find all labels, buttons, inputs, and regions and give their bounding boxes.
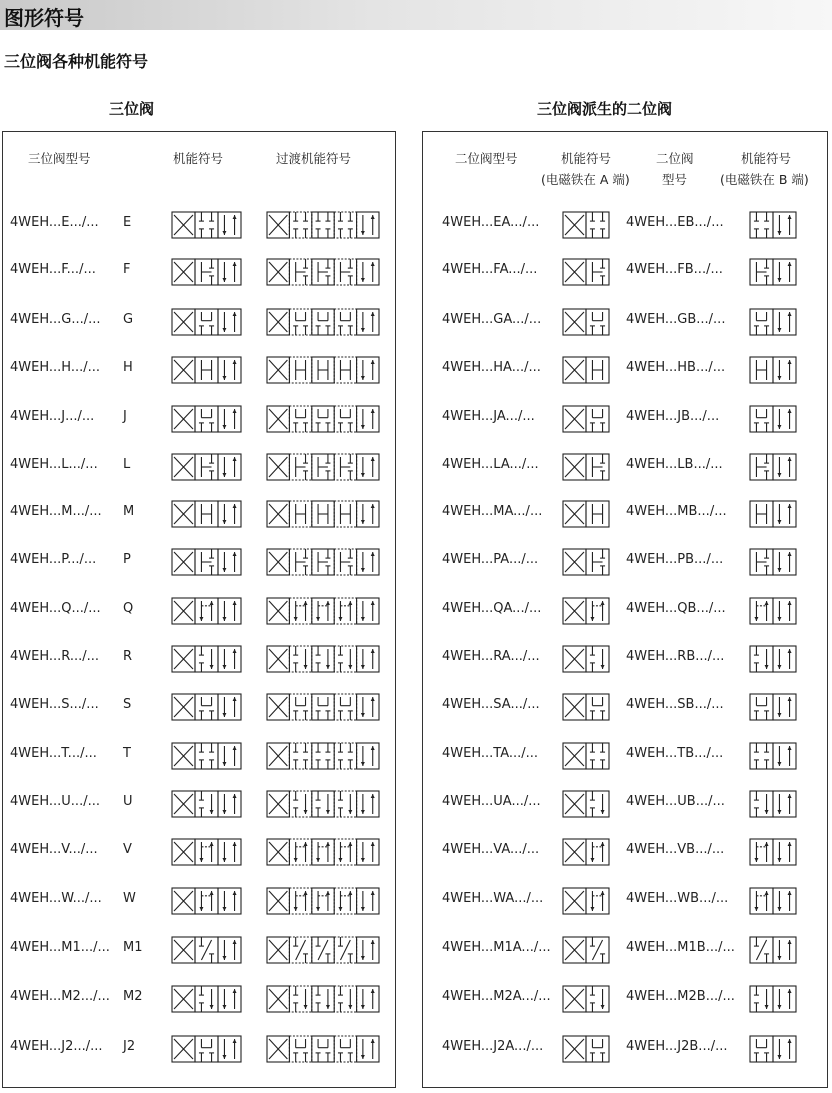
left-row-code: J bbox=[123, 409, 127, 424]
two-position-symbol-a-icon bbox=[561, 741, 611, 771]
spool-symbol-R-icon bbox=[170, 644, 243, 674]
spool-symbol-T-icon bbox=[170, 741, 243, 771]
spool-symbol-G-transition-icon bbox=[265, 307, 381, 337]
spool-symbol-F-transition-icon bbox=[265, 257, 381, 287]
left-row-code: S bbox=[123, 697, 132, 712]
spool-symbol-U-transition-icon bbox=[265, 789, 381, 819]
left-row-model: 4WEH...M1.../... bbox=[10, 940, 110, 955]
two-position-symbol-b-icon bbox=[748, 452, 798, 482]
left-row-model: 4WEH...H.../... bbox=[10, 360, 101, 375]
right-row-model-b: 4WEH...M1B.../... bbox=[626, 940, 735, 955]
left-header-model: 三位阀型号 bbox=[28, 151, 91, 166]
two-position-symbol-b-icon bbox=[748, 210, 798, 240]
two-position-symbol-a-icon bbox=[561, 257, 611, 287]
two-position-symbol-a-icon bbox=[561, 404, 611, 434]
left-row-model: 4WEH...E.../... bbox=[10, 215, 99, 230]
left-row-code: G bbox=[123, 312, 134, 327]
right-row-model-b: 4WEH...RB.../... bbox=[626, 649, 725, 664]
two-position-symbol-b-icon bbox=[748, 935, 798, 965]
right-row-model-b: 4WEH...FB.../... bbox=[626, 262, 723, 277]
two-position-symbol-b-icon bbox=[748, 837, 798, 867]
right-row-model-b: 4WEH...HB.../... bbox=[626, 360, 726, 375]
two-position-symbol-a-icon bbox=[561, 984, 611, 1014]
two-position-symbol-b-icon bbox=[748, 355, 798, 385]
right-header-model-b-line1: 二位阀 bbox=[656, 151, 694, 166]
right-row-model-a: 4WEH...VA.../... bbox=[442, 842, 540, 857]
spool-symbol-V-icon bbox=[170, 837, 243, 867]
left-row-model: 4WEH...V.../... bbox=[10, 842, 98, 857]
left-row-model: 4WEH...J.../... bbox=[10, 409, 95, 424]
left-row-code: W bbox=[123, 891, 136, 906]
left-row-code: U bbox=[123, 794, 133, 809]
title-banner bbox=[0, 0, 832, 30]
two-position-symbol-b-icon bbox=[748, 1034, 798, 1064]
two-position-symbol-b-icon bbox=[748, 886, 798, 916]
right-row-model-a: 4WEH...HA.../... bbox=[442, 360, 541, 375]
two-position-symbol-b-icon bbox=[748, 741, 798, 771]
spool-symbol-R-transition-icon bbox=[265, 644, 381, 674]
two-position-symbol-b-icon bbox=[748, 789, 798, 819]
spool-symbol-M-transition-icon bbox=[265, 499, 381, 529]
spool-symbol-G-icon bbox=[170, 307, 243, 337]
right-row-model-a: 4WEH...TA.../... bbox=[442, 746, 539, 761]
left-row-code: P bbox=[123, 552, 131, 567]
two-position-symbol-b-icon bbox=[748, 307, 798, 337]
two-position-symbol-b-icon bbox=[748, 644, 798, 674]
left-row-model: 4WEH...F.../... bbox=[10, 262, 96, 277]
spool-symbol-L-icon bbox=[170, 452, 243, 482]
right-row-model-a: 4WEH...MA.../... bbox=[442, 504, 543, 519]
two-position-symbol-a-icon bbox=[561, 644, 611, 674]
right-row-model-b: 4WEH...J2B.../... bbox=[626, 1039, 728, 1054]
spool-symbol-H-transition-icon bbox=[265, 355, 381, 385]
spool-symbol-S-icon bbox=[170, 692, 243, 722]
spool-symbol-F-icon bbox=[170, 257, 243, 287]
right-row-model-a: 4WEH...WA.../... bbox=[442, 891, 544, 906]
page-title: 图形符号 bbox=[4, 6, 84, 30]
spool-symbol-P-icon bbox=[170, 547, 243, 577]
spool-symbol-W-transition-icon bbox=[265, 886, 381, 916]
left-row-model: 4WEH...J2.../... bbox=[10, 1039, 103, 1054]
right-row-model-a: 4WEH...QA.../... bbox=[442, 601, 542, 616]
right-row-model-a: 4WEH...FA.../... bbox=[442, 262, 538, 277]
two-position-symbol-a-icon bbox=[561, 596, 611, 626]
left-row-model: 4WEH...W.../... bbox=[10, 891, 102, 906]
two-position-symbol-b-icon bbox=[748, 257, 798, 287]
spool-symbol-J2-transition-icon bbox=[265, 1034, 381, 1064]
two-position-symbol-a-icon bbox=[561, 452, 611, 482]
spool-symbol-E-transition-icon bbox=[265, 210, 381, 240]
spool-symbol-M1-transition-icon bbox=[265, 935, 381, 965]
right-header-symbol-b-line1: 机能符号 bbox=[741, 151, 792, 166]
right-row-model-b: 4WEH...GB.../... bbox=[626, 312, 726, 327]
spool-symbol-M2-icon bbox=[170, 984, 243, 1014]
left-row-code: J2 bbox=[123, 1039, 136, 1054]
left-row-code: L bbox=[123, 457, 131, 472]
left-row-code: V bbox=[123, 842, 132, 857]
two-position-symbol-a-icon bbox=[561, 307, 611, 337]
spool-symbol-U-icon bbox=[170, 789, 243, 819]
two-position-symbol-b-icon bbox=[748, 596, 798, 626]
left-row-code: M bbox=[123, 504, 135, 519]
right-row-model-a: 4WEH...M2A.../... bbox=[442, 989, 551, 1004]
right-row-model-b: 4WEH...VB.../... bbox=[626, 842, 725, 857]
left-row-model: 4WEH...R.../... bbox=[10, 649, 100, 664]
right-row-model-a: 4WEH...RA.../... bbox=[442, 649, 540, 664]
right-header-symbol-a-line2: (电磁铁在 A 端) bbox=[541, 172, 630, 187]
right-row-model-b: 4WEH...UB.../... bbox=[626, 794, 725, 809]
spool-symbol-H-icon bbox=[170, 355, 243, 385]
spool-symbol-V-transition-icon bbox=[265, 837, 381, 867]
spool-symbol-Q-transition-icon bbox=[265, 596, 381, 626]
left-header-symbol: 机能符号 bbox=[173, 151, 224, 166]
spool-symbol-J2-icon bbox=[170, 1034, 243, 1064]
left-row-code: M2 bbox=[123, 989, 143, 1004]
spool-symbol-W-icon bbox=[170, 886, 243, 916]
spool-symbol-M2-transition-icon bbox=[265, 984, 381, 1014]
right-row-model-a: 4WEH...JA.../... bbox=[442, 409, 535, 424]
spool-symbol-Q-icon bbox=[170, 596, 243, 626]
two-position-symbol-b-icon bbox=[748, 984, 798, 1014]
spool-symbol-M-icon bbox=[170, 499, 243, 529]
right-row-model-b: 4WEH...LB.../... bbox=[626, 457, 723, 472]
right-row-model-a: 4WEH...GA.../... bbox=[442, 312, 542, 327]
right-header-model-b-line2: 型号 bbox=[662, 172, 688, 187]
two-position-symbol-a-icon bbox=[561, 935, 611, 965]
right-row-model-b: 4WEH...MB.../... bbox=[626, 504, 727, 519]
two-position-symbol-a-icon bbox=[561, 547, 611, 577]
right-row-model-a: 4WEH...EA.../... bbox=[442, 215, 540, 230]
left-row-model: 4WEH...U.../... bbox=[10, 794, 100, 809]
page-subtitle: 三位阀各种机能符号 bbox=[4, 52, 149, 71]
left-row-code: E bbox=[123, 215, 132, 230]
left-table-heading: 三位阀 bbox=[109, 100, 155, 118]
right-row-model-b: 4WEH...SB.../... bbox=[626, 697, 724, 712]
two-position-symbol-b-icon bbox=[748, 404, 798, 434]
right-row-model-a: 4WEH...PA.../... bbox=[442, 552, 539, 567]
two-position-symbol-b-icon bbox=[748, 499, 798, 529]
left-row-code: F bbox=[123, 262, 131, 277]
two-position-symbol-a-icon bbox=[561, 837, 611, 867]
spool-symbol-S-transition-icon bbox=[265, 692, 381, 722]
right-row-model-b: 4WEH...QB.../... bbox=[626, 601, 726, 616]
two-position-symbol-a-icon bbox=[561, 1034, 611, 1064]
left-header-transition: 过渡机能符号 bbox=[276, 151, 352, 166]
spool-symbol-J-transition-icon bbox=[265, 404, 381, 434]
right-row-model-b: 4WEH...TB.../... bbox=[626, 746, 724, 761]
right-row-model-a: 4WEH...LA.../... bbox=[442, 457, 539, 472]
left-row-model: 4WEH...P.../... bbox=[10, 552, 97, 567]
left-row-model: 4WEH...S.../... bbox=[10, 697, 99, 712]
right-row-model-b: 4WEH...WB.../... bbox=[626, 891, 729, 906]
right-row-model-a: 4WEH...SA.../... bbox=[442, 697, 540, 712]
right-row-model-a: 4WEH...J2A.../... bbox=[442, 1039, 544, 1054]
two-position-symbol-a-icon bbox=[561, 499, 611, 529]
two-position-symbol-a-icon bbox=[561, 886, 611, 916]
spool-symbol-J-icon bbox=[170, 404, 243, 434]
left-row-code: H bbox=[123, 360, 133, 375]
spool-symbol-T-transition-icon bbox=[265, 741, 381, 771]
spool-symbol-E-icon bbox=[170, 210, 243, 240]
left-row-code: M1 bbox=[123, 940, 143, 955]
right-row-model-b: 4WEH...PB.../... bbox=[626, 552, 724, 567]
two-position-symbol-a-icon bbox=[561, 789, 611, 819]
spool-symbol-L-transition-icon bbox=[265, 452, 381, 482]
two-position-symbol-a-icon bbox=[561, 355, 611, 385]
right-table-heading: 三位阀派生的二位阀 bbox=[537, 100, 673, 118]
right-row-model-b: 4WEH...M2B.../... bbox=[626, 989, 735, 1004]
two-position-symbol-a-icon bbox=[561, 692, 611, 722]
right-header-symbol-b-line2: (电磁铁在 B 端) bbox=[720, 172, 809, 187]
two-position-symbol-b-icon bbox=[748, 692, 798, 722]
right-row-model-b: 4WEH...JB.../... bbox=[626, 409, 720, 424]
left-row-model: 4WEH...L.../... bbox=[10, 457, 98, 472]
left-row-model: 4WEH...G.../... bbox=[10, 312, 101, 327]
left-row-model: 4WEH...Q.../... bbox=[10, 601, 101, 616]
left-row-code: Q bbox=[123, 601, 134, 616]
right-row-model-a: 4WEH...M1A.../... bbox=[442, 940, 551, 955]
two-position-symbol-b-icon bbox=[748, 547, 798, 577]
right-header-symbol-a-line1: 机能符号 bbox=[561, 151, 612, 166]
spool-symbol-M1-icon bbox=[170, 935, 243, 965]
right-row-model-a: 4WEH...UA.../... bbox=[442, 794, 541, 809]
spool-symbol-P-transition-icon bbox=[265, 547, 381, 577]
left-row-model: 4WEH...T.../... bbox=[10, 746, 97, 761]
left-row-code: T bbox=[123, 746, 131, 761]
left-row-model: 4WEH...M.../... bbox=[10, 504, 102, 519]
right-row-model-b: 4WEH...EB.../... bbox=[626, 215, 724, 230]
left-row-model: 4WEH...M2.../... bbox=[10, 989, 110, 1004]
left-row-code: R bbox=[123, 649, 133, 664]
two-position-symbol-a-icon bbox=[561, 210, 611, 240]
right-header-model-a: 二位阀型号 bbox=[455, 151, 518, 166]
